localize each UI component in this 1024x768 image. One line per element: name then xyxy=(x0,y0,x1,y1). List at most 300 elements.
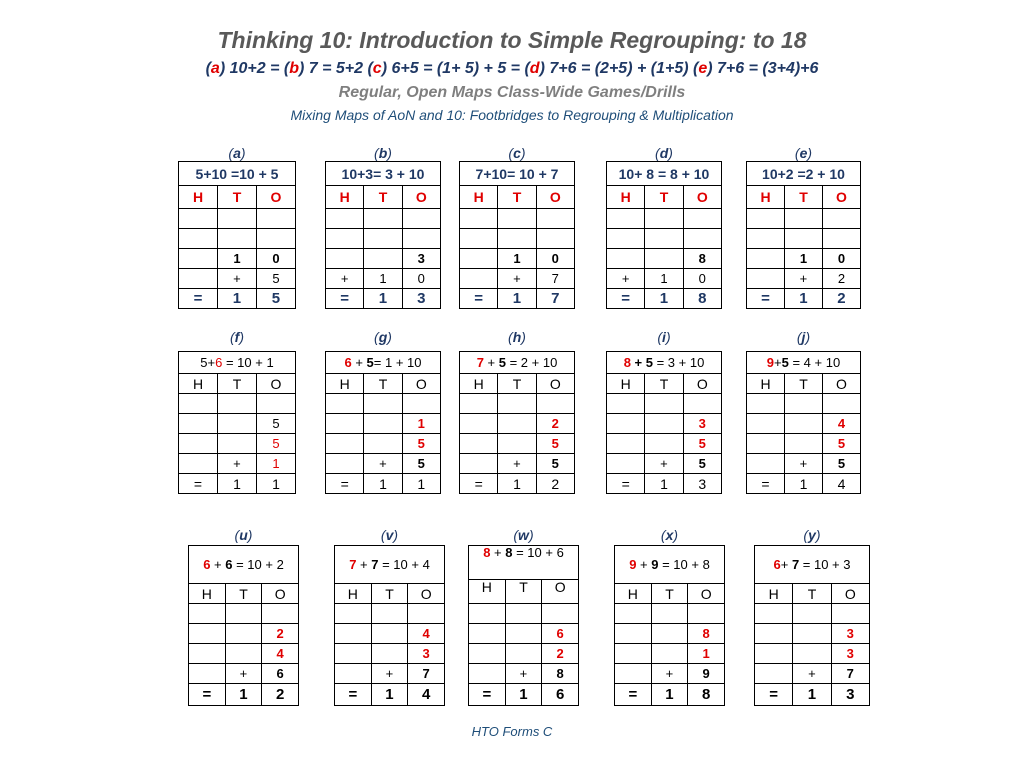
digit-cell xyxy=(683,229,721,249)
digit-cell xyxy=(785,209,823,229)
result-digit-cell: 1 xyxy=(402,474,440,494)
equation-part: 9 xyxy=(651,557,659,572)
digit-cell: + xyxy=(364,454,402,474)
digit-cell: 0 xyxy=(822,249,860,269)
digit-cell xyxy=(498,434,536,454)
equation-part: = 10 + 4 xyxy=(378,557,430,572)
column-header-o: O xyxy=(536,374,574,394)
equation-part: = 10 + 1 xyxy=(222,355,274,370)
block-label-paren: ( xyxy=(657,329,663,345)
digit-cell xyxy=(755,624,793,644)
digit-cell: 0 xyxy=(256,249,295,269)
digit-cell: 0 xyxy=(402,269,440,289)
digit-cell: 2 xyxy=(262,624,299,644)
digit-cell: 3 xyxy=(408,644,445,664)
column-header-o: O xyxy=(536,186,574,209)
digit-cell xyxy=(364,229,402,249)
hto-table xyxy=(325,351,441,494)
digit-cell xyxy=(747,209,785,229)
equation-part: 6 xyxy=(225,557,233,572)
column-header-h: H xyxy=(326,186,364,209)
equation-part: 7 xyxy=(476,355,484,370)
result-digit-cell: 3 xyxy=(831,684,869,706)
digit-cell xyxy=(645,249,683,269)
result-digit-cell: 1 xyxy=(225,684,262,706)
digit-cell xyxy=(218,209,257,229)
block-label-paren: ( xyxy=(796,329,802,345)
equation-part: = 1 + 10 xyxy=(373,355,422,370)
digit-cell xyxy=(371,624,408,644)
equals-cell: = xyxy=(469,684,506,706)
digit-cell xyxy=(335,624,372,644)
equals-cell: = xyxy=(755,684,793,706)
equation-cell: 5+10 =10 + 5 xyxy=(179,162,296,186)
digit-cell: + xyxy=(218,269,257,289)
block-label-paren: ( xyxy=(794,145,800,161)
digit-cell: 5 xyxy=(536,454,574,474)
digit-cell xyxy=(364,249,402,269)
digit-cell xyxy=(179,229,218,249)
equals-cell: = xyxy=(460,474,498,494)
digit-cell xyxy=(747,434,785,454)
digit-cell xyxy=(218,229,257,249)
digit-cell xyxy=(371,604,408,624)
column-header-t: T xyxy=(218,374,257,394)
equation-cell xyxy=(755,546,870,584)
result-digit-cell: 4 xyxy=(822,474,860,494)
column-header-o: O xyxy=(542,580,579,604)
result-digit-cell: 1 xyxy=(256,474,295,494)
digit-cell xyxy=(793,644,831,664)
equation-part: 7 xyxy=(349,557,357,572)
equation-cell: 7+10= 10 + 7 xyxy=(460,162,575,186)
result-digit-cell: 1 xyxy=(645,289,683,309)
digit-cell: 7 xyxy=(408,664,445,684)
subtitle-equations xyxy=(0,60,1024,78)
block-label xyxy=(606,145,722,161)
column-header-h: H xyxy=(469,580,506,604)
subtitle-part: ) 10+2 = ( xyxy=(219,60,290,77)
digit-cell: 2 xyxy=(822,269,860,289)
digit-cell xyxy=(460,414,498,434)
column-header-h: H xyxy=(326,374,364,394)
digit-cell xyxy=(785,394,823,414)
column-header-t: T xyxy=(371,584,408,604)
column-header-h: H xyxy=(460,374,498,394)
digit-cell xyxy=(326,434,364,454)
digit-cell xyxy=(225,604,262,624)
equation-part: 5 xyxy=(366,355,374,370)
subtitle-part: ( xyxy=(205,60,211,77)
digit-cell: 0 xyxy=(536,249,574,269)
block-label-letter: v xyxy=(385,527,394,543)
digit-cell: 5 xyxy=(256,414,295,434)
digit-cell xyxy=(645,229,683,249)
column-header-t: T xyxy=(793,584,831,604)
digit-cell: 1 xyxy=(256,454,295,474)
result-digit-cell: 1 xyxy=(218,474,257,494)
digit-cell xyxy=(218,414,257,434)
digit-cell xyxy=(371,644,408,664)
equals-cell: = xyxy=(179,474,218,494)
column-header-t: T xyxy=(785,374,823,394)
block-label-letter: a xyxy=(233,145,241,161)
digit-cell: 5 xyxy=(402,434,440,454)
digit-cell xyxy=(505,624,542,644)
column-header-h: H xyxy=(460,186,498,209)
block-label-paren: ( xyxy=(380,527,386,543)
block-label-letter: w xyxy=(518,527,529,543)
digit-cell xyxy=(364,209,402,229)
block-label-letter: b xyxy=(378,145,388,161)
digit-cell: 3 xyxy=(683,414,721,434)
digit-cell: + xyxy=(785,454,823,474)
equals-cell: = xyxy=(189,684,226,706)
equation-part: 6 xyxy=(773,557,781,572)
result-digit-cell: 1 xyxy=(218,289,257,309)
equation-part: + xyxy=(636,557,652,572)
digit-cell: 2 xyxy=(536,414,574,434)
digit-cell xyxy=(615,624,652,644)
digit-cell xyxy=(460,454,498,474)
digit-cell xyxy=(460,249,498,269)
result-digit-cell: 5 xyxy=(256,289,295,309)
subtitle-part: ) 6+5 = (1+ 5) + 5 = ( xyxy=(381,60,530,77)
block-label-paren: ) xyxy=(805,329,811,345)
result-digit-cell: 4 xyxy=(408,684,445,706)
column-header-o: O xyxy=(683,374,721,394)
block-label-paren: ( xyxy=(229,329,235,345)
digit-cell xyxy=(256,394,295,414)
digit-cell xyxy=(747,249,785,269)
equation-part: 5 xyxy=(498,355,506,370)
equals-cell: = xyxy=(335,684,372,706)
equation-part: = 10 + 2 xyxy=(232,557,284,572)
block-label xyxy=(325,145,441,161)
equals-cell: = xyxy=(607,289,645,309)
equation-cell xyxy=(469,546,579,580)
digit-cell xyxy=(607,249,645,269)
digit-cell xyxy=(651,604,688,624)
digit-cell xyxy=(225,624,262,644)
digit-cell: 8 xyxy=(542,664,579,684)
digit-cell xyxy=(262,604,299,624)
digit-cell xyxy=(335,604,372,624)
column-header-t: T xyxy=(498,374,536,394)
digit-cell: 5 xyxy=(256,269,295,289)
result-digit-cell: 6 xyxy=(542,684,579,706)
column-header-o: O xyxy=(688,584,725,604)
block-label-paren: ( xyxy=(228,145,234,161)
digit-cell xyxy=(179,269,218,289)
result-digit-cell: 1 xyxy=(498,474,536,494)
subtitle-part: ) 7 = 5+2 ( xyxy=(298,60,373,77)
column-header-o: O xyxy=(402,186,440,209)
digit-cell xyxy=(822,394,860,414)
digit-cell xyxy=(651,624,688,644)
block-label-paren: ) xyxy=(668,145,673,161)
equation-part: 6 xyxy=(215,355,223,370)
hto-table xyxy=(606,161,722,309)
equation-part: = 4 + 10 xyxy=(788,355,841,370)
digit-cell xyxy=(607,454,645,474)
digit-cell: 1 xyxy=(688,644,725,664)
digit-cell: 9 xyxy=(688,664,725,684)
equation-part: 7 xyxy=(791,557,800,572)
result-digit-cell: 1 xyxy=(505,684,542,706)
equation-part: 6 xyxy=(344,355,352,370)
column-header-t: T xyxy=(505,580,542,604)
block-label-paren: ) xyxy=(528,527,534,543)
digit-cell xyxy=(408,604,445,624)
block-label xyxy=(614,527,725,543)
block-label-letter: y xyxy=(808,527,816,543)
block-label xyxy=(188,527,299,543)
digit-cell xyxy=(189,664,226,684)
hto-table xyxy=(325,161,441,309)
digit-cell xyxy=(189,624,226,644)
digit-cell xyxy=(469,644,506,664)
hto-table xyxy=(468,545,579,706)
digit-cell xyxy=(218,394,257,414)
digit-cell xyxy=(326,249,364,269)
digit-cell xyxy=(225,644,262,664)
column-header-o: O xyxy=(822,374,860,394)
equation-part: = 10 + 8 xyxy=(658,557,710,572)
digit-cell xyxy=(335,664,372,684)
hto-table xyxy=(606,351,722,494)
block-label-paren: ) xyxy=(239,329,244,345)
digit-cell: + xyxy=(651,664,688,684)
digit-cell xyxy=(536,209,574,229)
result-digit-cell: 8 xyxy=(688,684,725,706)
digit-cell xyxy=(179,209,218,229)
digit-cell xyxy=(460,269,498,289)
digit-cell xyxy=(469,664,506,684)
digit-cell xyxy=(536,394,574,414)
digit-cell xyxy=(326,209,364,229)
block-label xyxy=(606,329,722,345)
equation-cell xyxy=(615,546,725,584)
digit-cell xyxy=(747,414,785,434)
equation-part: = 2 + 10 xyxy=(505,355,558,370)
equation-part: + xyxy=(483,355,499,370)
block-label-paren: ( xyxy=(508,145,514,161)
column-header-h: H xyxy=(179,374,218,394)
column-header-o: O xyxy=(683,186,721,209)
column-header-t: T xyxy=(218,186,257,209)
digit-cell xyxy=(755,604,793,624)
digit-cell xyxy=(498,209,536,229)
column-header-t: T xyxy=(498,186,536,209)
equals-cell: = xyxy=(179,289,218,309)
block-label-paren: ( xyxy=(513,527,519,543)
digit-cell xyxy=(683,394,721,414)
digit-cell: + xyxy=(498,269,536,289)
column-header-o: O xyxy=(408,584,445,604)
digit-cell xyxy=(615,644,652,664)
hto-table xyxy=(746,161,861,309)
column-header-o: O xyxy=(822,186,860,209)
hto-table xyxy=(746,351,861,494)
column-header-h: H xyxy=(747,186,785,209)
result-digit-cell: 1 xyxy=(651,684,688,706)
digit-cell xyxy=(179,454,218,474)
hto-table xyxy=(459,161,575,309)
digit-cell: 8 xyxy=(688,624,725,644)
digit-cell: + xyxy=(326,269,364,289)
digit-cell xyxy=(326,229,364,249)
equation-cell xyxy=(747,352,861,374)
digit-cell xyxy=(460,434,498,454)
digit-cell xyxy=(831,604,869,624)
column-header-o: O xyxy=(831,584,869,604)
digit-cell: + xyxy=(785,269,823,289)
digit-cell xyxy=(218,434,257,454)
subtitle-part: ) 7+6 = (3+4)+6 xyxy=(707,60,819,77)
equation-part: + xyxy=(356,557,372,572)
digit-cell: 5 xyxy=(822,434,860,454)
block-label-paren: ( xyxy=(234,527,240,543)
digit-cell: + xyxy=(607,269,645,289)
result-digit-cell: 1 xyxy=(498,289,536,309)
digit-cell xyxy=(747,269,785,289)
digit-cell xyxy=(402,209,440,229)
equals-cell: = xyxy=(747,474,785,494)
subtitle-part: b xyxy=(289,60,299,77)
column-header-h: H xyxy=(179,186,218,209)
block-label-paren: ( xyxy=(508,329,513,345)
digit-cell xyxy=(460,229,498,249)
equation-part: 9 xyxy=(629,557,637,572)
block-label-paren: ) xyxy=(520,145,526,161)
equation-part: + xyxy=(490,545,506,560)
block-label-letter: e xyxy=(799,145,808,161)
block-label-letter: h xyxy=(512,329,522,345)
subtitle-part: e xyxy=(698,60,708,77)
block-label-paren: ( xyxy=(655,145,660,161)
hto-table xyxy=(754,545,870,706)
digit-cell: 2 xyxy=(542,644,579,664)
result-digit-cell: 1 xyxy=(785,474,823,494)
digit-cell xyxy=(326,454,364,474)
digit-cell xyxy=(793,624,831,644)
column-header-h: H xyxy=(607,374,645,394)
column-header-o: O xyxy=(256,186,295,209)
equation-cell xyxy=(326,352,441,374)
block-label-letter: i xyxy=(662,329,666,345)
result-digit-cell: 8 xyxy=(683,289,721,309)
result-digit-cell: 2 xyxy=(262,684,299,706)
digit-cell: 1 xyxy=(364,269,402,289)
column-header-o: O xyxy=(402,374,440,394)
block-label xyxy=(178,329,296,345)
digit-cell xyxy=(364,434,402,454)
digit-cell: 3 xyxy=(831,644,869,664)
equation-cell xyxy=(189,546,299,584)
block-label xyxy=(746,329,861,345)
digit-cell: 5 xyxy=(683,434,721,454)
digit-cell: 1 xyxy=(785,249,823,269)
equation-part: + xyxy=(774,355,782,370)
hto-table xyxy=(178,351,296,494)
block-label-letter: c xyxy=(513,145,521,161)
digit-cell xyxy=(607,209,645,229)
result-digit-cell: 1 xyxy=(364,474,402,494)
digit-cell: 1 xyxy=(498,249,536,269)
digit-cell: + xyxy=(498,454,536,474)
digit-cell xyxy=(822,229,860,249)
column-header-t: T xyxy=(225,584,262,604)
digit-cell xyxy=(747,454,785,474)
block-label-letter: d xyxy=(659,145,669,161)
digit-cell xyxy=(460,209,498,229)
digit-cell xyxy=(402,229,440,249)
digit-cell: 6 xyxy=(542,624,579,644)
subtitle-part: ) 7+6 = (2+5) + (1+5) ( xyxy=(539,60,699,77)
block-label xyxy=(468,527,579,543)
digit-cell: 5 xyxy=(683,454,721,474)
digit-cell xyxy=(607,229,645,249)
digit-cell xyxy=(498,229,536,249)
digit-cell: + xyxy=(793,664,831,684)
digit-cell xyxy=(755,664,793,684)
digit-cell xyxy=(364,394,402,414)
column-header-o: O xyxy=(256,374,295,394)
digit-cell xyxy=(469,604,506,624)
digit-cell xyxy=(256,209,295,229)
digit-cell: 1 xyxy=(645,269,683,289)
equals-cell: = xyxy=(607,474,645,494)
digit-cell xyxy=(460,394,498,414)
block-label-paren: ) xyxy=(807,145,813,161)
digit-cell: 4 xyxy=(262,644,299,664)
block-label-paren: ) xyxy=(665,329,671,345)
digit-cell xyxy=(364,414,402,434)
hto-table xyxy=(614,545,725,706)
subtitle-part: c xyxy=(372,60,382,77)
equation-part: + xyxy=(780,557,792,572)
block-label-paren: ) xyxy=(393,527,399,543)
block-label xyxy=(754,527,870,543)
equation-part: + xyxy=(630,355,646,370)
equation-part: = 3 + 10 xyxy=(652,355,705,370)
digit-cell xyxy=(536,229,574,249)
block-label-paren: ) xyxy=(387,145,392,161)
digit-cell xyxy=(785,414,823,434)
hto-table xyxy=(459,351,575,494)
equation-cell xyxy=(179,352,296,374)
result-digit-cell: 1 xyxy=(793,684,831,706)
digit-cell xyxy=(822,209,860,229)
block-label-paren: ) xyxy=(247,527,253,543)
block-label-letter: x xyxy=(665,527,674,543)
result-digit-cell: 3 xyxy=(402,289,440,309)
equation-part: 8 xyxy=(483,545,491,560)
digit-cell: + xyxy=(218,454,257,474)
digit-cell: 3 xyxy=(831,624,869,644)
column-header-t: T xyxy=(651,584,688,604)
block-label-paren: ( xyxy=(374,329,379,345)
equation-part: 8 xyxy=(505,545,513,560)
digit-cell: + xyxy=(505,664,542,684)
digit-cell: 7 xyxy=(536,269,574,289)
digit-cell: 8 xyxy=(683,249,721,269)
digit-cell xyxy=(402,394,440,414)
equation-part: 5+ xyxy=(200,355,216,370)
block-label-paren: ( xyxy=(374,145,379,161)
equation-part: + xyxy=(210,557,226,572)
